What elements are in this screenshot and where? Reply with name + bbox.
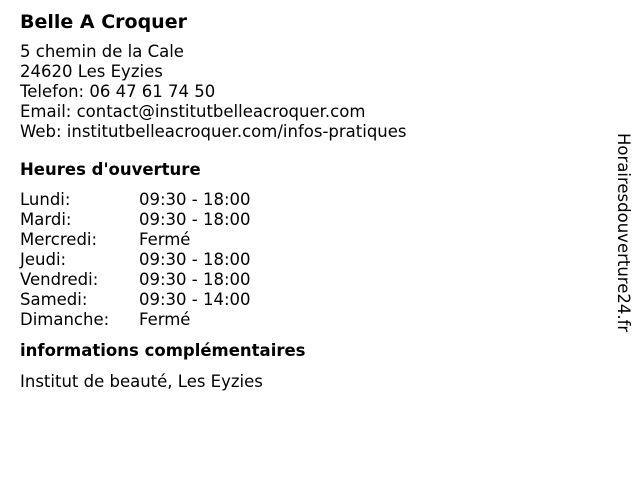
hours-day: Dimanche: xyxy=(20,310,110,329)
hours-row-sunday xyxy=(20,310,600,330)
hours-row-wednesday xyxy=(20,230,600,250)
additional-info-heading: informations complémentaires xyxy=(20,341,306,360)
hours-row-friday xyxy=(20,270,600,290)
hours-time: 09:30 - 14:00 xyxy=(139,290,251,309)
hours-day: Mercredi: xyxy=(20,230,98,249)
additional-info-text: Institut de beauté, Les Eyzies xyxy=(20,372,263,391)
site-watermark: Horairesdouverture24.fr xyxy=(614,133,633,333)
web-line: Web: institutbelleacroquer.com/infos-pratiques xyxy=(20,122,407,141)
business-card xyxy=(20,10,600,392)
hours-row-thursday xyxy=(20,250,600,270)
hours-time: 09:30 - 18:00 xyxy=(139,190,251,209)
email-line: Email: contact@institutbelleacroquer.com xyxy=(20,102,366,121)
hours-time: Fermé xyxy=(139,310,191,329)
hours-time: 09:30 - 18:00 xyxy=(139,250,251,269)
hours-row-saturday xyxy=(20,290,600,310)
hours-row-monday xyxy=(20,190,600,210)
hours-time: 09:30 - 18:00 xyxy=(139,270,251,289)
hours-row-tuesday xyxy=(20,210,600,230)
hours-time: 09:30 - 18:00 xyxy=(139,210,251,229)
opening-hours-table xyxy=(20,190,600,330)
phone-line: Telefon: 06 47 61 74 50 xyxy=(20,82,216,101)
hours-time: Fermé xyxy=(139,230,191,249)
hours-day: Mardi: xyxy=(20,210,72,229)
address-city: 24620 Les Eyzies xyxy=(20,62,163,81)
hours-day: Samedi: xyxy=(20,290,88,309)
hours-day: Lundi: xyxy=(20,190,71,209)
hours-day: Jeudi: xyxy=(20,250,67,269)
business-name: Belle A Croquer xyxy=(20,11,187,33)
address-street: 5 chemin de la Cale xyxy=(20,42,184,61)
opening-hours-heading: Heures d'ouverture xyxy=(20,160,201,179)
hours-day: Vendredi: xyxy=(20,270,99,289)
